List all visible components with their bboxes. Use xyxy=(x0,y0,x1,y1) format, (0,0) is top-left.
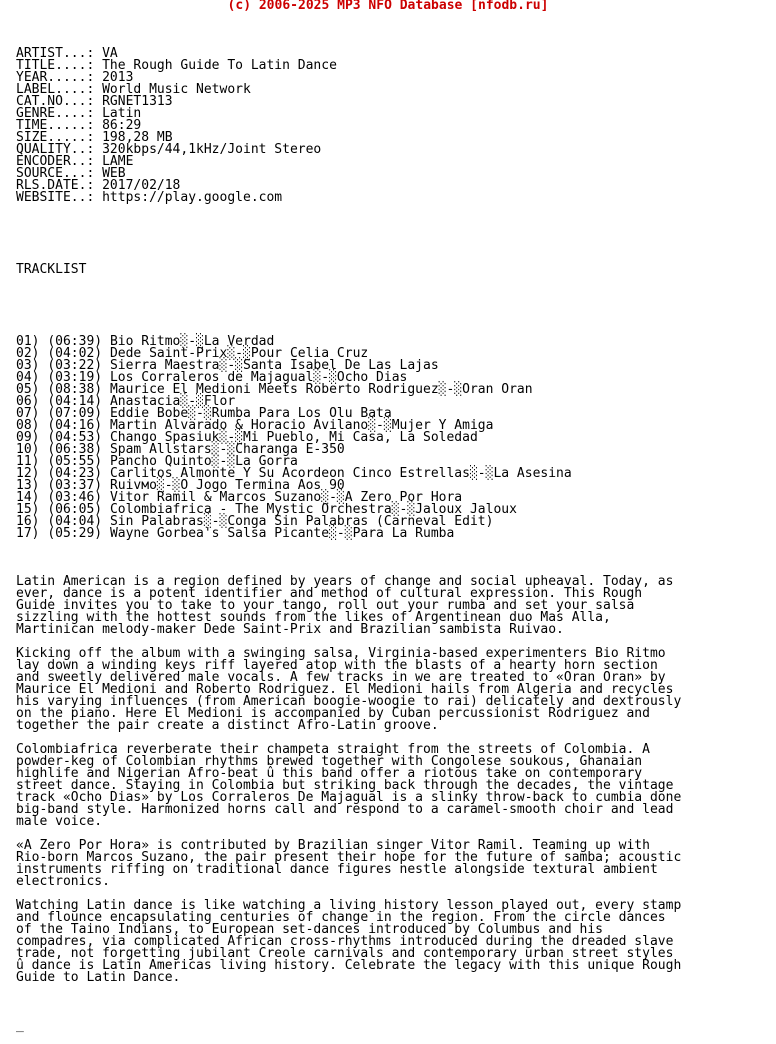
track-row xyxy=(16,528,776,540)
track-time: (06:05) xyxy=(47,502,103,517)
track-title: Spam Allstars░-░Charanga E-350 xyxy=(109,442,345,457)
paragraph-line: ever, dance is a potent identifier and method of cultural expression. This Rough xyxy=(16,586,643,601)
info-key: ARTIST...: xyxy=(16,46,95,61)
track-time: (04:02) xyxy=(47,346,103,361)
track-title: Ruivмо░-░O Jogo Termina Aos 90 xyxy=(109,478,345,493)
track-num: 16) xyxy=(16,514,40,529)
track-num: 08) xyxy=(16,418,40,433)
paragraph-line: lay down a winding keys riff layered atop with the blasts of a hearty horn section xyxy=(16,658,658,673)
info-value: The Rough Guide To Latin Dance xyxy=(102,58,337,73)
paragraph-line: Kicking off the album with a swinging salsa, Virginia-based experimenters Bio Ritmo xyxy=(16,646,666,661)
track-title: Sin Palabras░-░Conga Sin Palabras (Carneval Edit) xyxy=(109,514,494,529)
site-credit-header: (c) 2006-2025 MP3 NFO Database [nfodb.ru] xyxy=(227,0,549,13)
description-paragraph xyxy=(16,648,776,732)
track-time: (04:16) xyxy=(47,418,103,433)
track-num: 06) xyxy=(16,394,40,409)
paragraph-line: trade, not forgetting jubilant Creole carnivals and contemporary urban street styles xyxy=(16,946,674,961)
track-title: Sierra Maestra░-░Santa Isabel De Las Lajas xyxy=(109,358,439,373)
info-key: TITLE....: xyxy=(16,58,95,73)
track-num: 10) xyxy=(16,442,40,457)
paragraph-line: Maurice El Medioni and Roberto Rodriguez. El Medioni hails from Algeria and recycles xyxy=(16,682,674,697)
info-value: WEB xyxy=(102,166,126,181)
info-key: RLS.DATE.: xyxy=(16,178,95,193)
info-value: 2017/02/18 xyxy=(102,178,181,193)
track-time: (06:38) xyxy=(47,442,103,457)
track-time: (04:14) xyxy=(47,394,103,409)
track-num: 11) xyxy=(16,454,40,469)
paragraph-line: track «Ocho Dias» by Los Corraleros De Majagual is a slinky throw-back to cumbia done xyxy=(16,790,682,805)
paragraph-line: of the Taino Indians, to European set-dances introduced by Columbus and his xyxy=(16,922,603,937)
paragraph-line: Colombiafrica reverberate their champeta straight from the streets of Colombia. A xyxy=(16,742,650,757)
track-num: 15) xyxy=(16,502,40,517)
info-value: 2013 xyxy=(102,70,134,85)
track-title: Chango Spasiuk░-░Mi Pueblo, Mi Casa, La Soledad xyxy=(109,430,478,445)
track-title: Anastacia░-░Flor xyxy=(109,394,236,409)
track-title: Bio Ritmo░-░La Verdad xyxy=(109,334,275,349)
paragraph-line: on the piano. Here El Medioni is accompanied by Cuban percussionist Rodriguez and xyxy=(16,706,650,721)
info-value: 320kbps/44,1kHz/Joint Stereo xyxy=(102,142,322,157)
track-num: 09) xyxy=(16,430,40,445)
paragraph-line: Watching Latin dance is like watching a living history lesson played out, every stamp xyxy=(16,898,682,913)
info-value: World Music Network xyxy=(102,82,251,97)
paragraph-line: sizzling with the hottest sounds from the likes of Argentinean duo Mas Alla, xyxy=(16,610,611,625)
track-title: Wayne Gorbea's Salsa Picante░-░Para La Rumba xyxy=(109,526,455,541)
track-num: 01) xyxy=(16,334,40,349)
track-num: 14) xyxy=(16,490,40,505)
paragraph-line: Martinican melody-maker Dede Saint-Prix and Brazilian sambista Ruivao. xyxy=(16,622,564,637)
info-key: WEBSITE..: xyxy=(16,190,95,205)
track-time: (05:29) xyxy=(47,526,103,541)
track-num: 07) xyxy=(16,406,40,421)
track-title: Vitor Ramil & Marcos Suzano░-░A Zero Por Hora xyxy=(109,490,463,505)
track-time: (04:23) xyxy=(47,466,103,481)
track-time: (03:46) xyxy=(47,490,103,505)
info-value: https://play.google.com xyxy=(102,190,283,205)
track-num: 04) xyxy=(16,370,40,385)
paragraph-line: big-band style. Harmonized horns call and respond to a caramel-smooth choir and lead xyxy=(16,802,674,817)
track-title: Colombiafrica - The Mystic Orchestra░-░Jaloux Jaloux xyxy=(109,502,517,517)
paragraph-line: compadres, via complicated African cross-rhythms introduced during the dreaded slave xyxy=(16,934,674,949)
track-title: Pancho Quinto░-░La Gorra xyxy=(109,454,298,469)
description-paragraph xyxy=(16,576,776,636)
paragraph-line: Latin American is a region defined by years of change and social upheaval. Today, as xyxy=(16,574,674,589)
description-paragraph xyxy=(16,900,776,984)
track-title: Martin Alvarado & Horacio Avilano░-░Mujer Y Amiga xyxy=(109,418,494,433)
track-time: (03:19) xyxy=(47,370,103,385)
paragraph-line: Guide to Latin Dance. xyxy=(16,970,181,985)
release-info xyxy=(16,48,776,204)
paragraph-line: instruments riffing on traditional dance figures nestle alongside textural ambient xyxy=(16,862,658,877)
info-value: VA xyxy=(102,46,118,61)
info-key: TIME.....: xyxy=(16,118,95,133)
track-num: 13) xyxy=(16,478,40,493)
track-time: (04:04) xyxy=(47,514,103,529)
track-num: 05) xyxy=(16,382,40,397)
description-paragraph xyxy=(16,840,776,888)
description-paragraph xyxy=(16,744,776,828)
paragraph-line: Guide invites you to take to your tango, roll out your rumba and set your salsa xyxy=(16,598,635,613)
paragraph-line: Rio-born Marcos Suzano, the pair present their hope for the future of samba; acoustic xyxy=(16,850,682,865)
description xyxy=(16,564,776,996)
track-num: 02) xyxy=(16,346,40,361)
paragraph-line: «A Zero Por Hora» is contributed by Brazilian singer Vitor Ramil. Teaming up with xyxy=(16,838,650,853)
paragraph-line: and flounce encapsulating centuries of change in the region. From the circle dances xyxy=(16,910,666,925)
info-key: GENRE....: xyxy=(16,106,95,121)
tracklist-heading: TRACKLIST xyxy=(16,262,87,277)
info-key: QUALITY..: xyxy=(16,142,95,157)
track-title: Carlitos Almonte Y Su Acordeon Cinco Estrellas░-░La Asesina xyxy=(109,466,572,481)
track-time: (04:53) xyxy=(47,430,103,445)
track-num: 17) xyxy=(16,526,40,541)
paragraph-line: û dance is Latin Americas living history. Celebrate the legacy with this unique Rough xyxy=(16,958,682,973)
info-value: Latin xyxy=(102,106,142,121)
track-num: 12) xyxy=(16,466,40,481)
paragraph-line: street dance. Staying in Colombia but striking back through the decades, the vintage xyxy=(16,778,674,793)
track-time: (05:55) xyxy=(47,454,103,469)
track-time: (07:09) xyxy=(47,406,103,421)
footer-cursor: _ xyxy=(16,1018,24,1033)
info-value: RGNET1313 xyxy=(102,94,173,109)
info-value: 86:29 xyxy=(102,118,142,133)
info-value: LAME xyxy=(102,154,134,169)
info-row xyxy=(16,156,776,168)
track-title: Dede Saint-Prix░-░Pour Celia Cruz xyxy=(109,346,369,361)
info-key: CAT.NO...: xyxy=(16,94,95,109)
paragraph-line: and sweetly delivered male vocals. A few tracks in we are treated to «Oran Oran» by xyxy=(16,670,666,685)
info-key: ENCODER..: xyxy=(16,154,95,169)
nfo-document xyxy=(16,24,776,1044)
track-num: 03) xyxy=(16,358,40,373)
info-value: 198,28 MB xyxy=(102,130,173,145)
track-time: (08:38) xyxy=(47,382,103,397)
paragraph-line: powder-keg of Colombian rhythms brewed together with Congolese soukous, Ghanaian xyxy=(16,754,643,769)
paragraph-line: highlife and Nigerian Afro-beat û this band offer a riotous take on contemporary xyxy=(16,766,643,781)
paragraph-line: his varying influences (from American boogie-woogie to rai) delicately and dextrously xyxy=(16,694,682,709)
track-title: Eddie Bobe░-░Rumba Para Los Olu Bata xyxy=(109,406,392,421)
paragraph-line: electronics. xyxy=(16,874,110,889)
paragraph-line: male voice. xyxy=(16,814,103,829)
track-title: Maurice El Medioni Meets Roberto Rodriguez░-░Oran Oran xyxy=(109,382,533,397)
track-title: Los Corraleros de Majagual░-░Ocho Dias xyxy=(109,370,408,385)
track-time: (03:22) xyxy=(47,358,103,373)
tracklist xyxy=(16,336,776,540)
info-key: LABEL....: xyxy=(16,82,95,97)
info-key: SOURCE...: xyxy=(16,166,95,181)
paragraph-line: together the pair create a distinct Afro-Latin groove. xyxy=(16,718,439,733)
info-key: SIZE.....: xyxy=(16,130,95,145)
track-time: (06:39) xyxy=(47,334,103,349)
track-time: (03:37) xyxy=(47,478,103,493)
info-key: YEAR.....: xyxy=(16,70,95,85)
info-row xyxy=(16,192,776,204)
